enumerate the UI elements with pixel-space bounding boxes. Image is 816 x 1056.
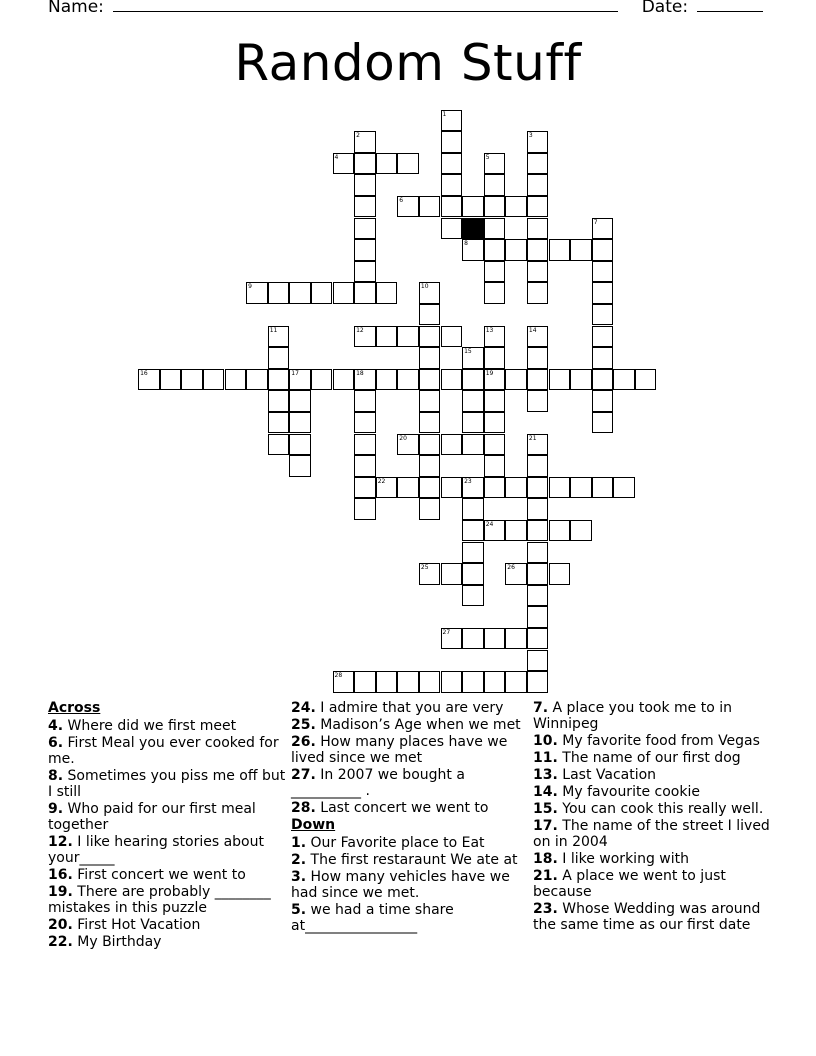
clue-text: How many places have we lived since we met: [291, 734, 508, 766]
crossword-cell[interactable]: [505, 369, 527, 391]
crossword-cell[interactable]: [354, 434, 376, 456]
crossword-cell[interactable]: [462, 585, 484, 607]
clue-item: [48, 884, 286, 916]
clue-item: [291, 835, 529, 851]
crossword-cell[interactable]: [527, 520, 549, 542]
crossword-cell[interactable]: [354, 369, 376, 391]
clue-number: 20.: [48, 917, 73, 933]
crossword-cell[interactable]: [419, 390, 441, 412]
crossword-cell[interactable]: [505, 477, 527, 499]
crossword-cell[interactable]: [311, 282, 333, 304]
clue-number: 2.: [291, 852, 307, 868]
clue-item: [533, 868, 771, 900]
crossword-cell[interactable]: [333, 671, 355, 693]
clue-number: 28: [334, 672, 343, 680]
clue-item: [533, 700, 771, 732]
crossword-cell[interactable]: [181, 369, 203, 391]
crossword-cell[interactable]: [462, 412, 484, 434]
crossword-cell[interactable]: [527, 218, 549, 240]
crossword-cell[interactable]: [484, 477, 506, 499]
crossword-cell[interactable]: [376, 369, 398, 391]
crossword-cell[interactable]: [354, 196, 376, 218]
crossword-cell[interactable]: [354, 153, 376, 175]
crossword-cell[interactable]: [549, 477, 571, 499]
crossword-cell[interactable]: [419, 455, 441, 477]
crossword-cell[interactable]: [484, 218, 506, 240]
clue-text: Our Favorite place to Eat: [310, 835, 485, 851]
crossword-cell[interactable]: [592, 477, 614, 499]
crossword-cell[interactable]: [397, 477, 419, 499]
crossword-cell[interactable]: [419, 434, 441, 456]
crossword-cell[interactable]: [592, 369, 614, 391]
clue-number: 23: [464, 477, 472, 485]
crossword-cell[interactable]: [289, 434, 311, 456]
clue-text: A place you took me to in Winnipeg: [533, 700, 732, 732]
clue-item: [533, 801, 771, 817]
crossword-cell[interactable]: [225, 369, 247, 391]
crossword-cell[interactable]: [527, 671, 549, 693]
crossword-cell[interactable]: [484, 628, 506, 650]
crossword-cell[interactable]: [462, 477, 484, 499]
clue-item: [48, 768, 286, 800]
clue-number: 8: [464, 240, 468, 248]
clue-item: [48, 834, 286, 866]
crossword-cell[interactable]: [441, 477, 463, 499]
clue-number: 11: [269, 326, 278, 334]
crossword-cell[interactable]: [527, 239, 549, 261]
crossword-cell[interactable]: [549, 369, 571, 391]
clue-item: [533, 733, 771, 749]
clue-item: [291, 700, 529, 716]
crossword-cell[interactable]: [397, 153, 419, 175]
clue-text: There are probably ________ mistakes in this puzzle: [48, 884, 271, 916]
clue-item: [291, 717, 529, 733]
clue-number: 6.: [48, 735, 64, 751]
crossword-cell[interactable]: [484, 434, 506, 456]
clue-number: 22.: [48, 934, 73, 950]
clue-text: Sometimes you piss me off but I still: [48, 768, 286, 800]
crossword-cell[interactable]: [462, 498, 484, 520]
crossword-cell[interactable]: [441, 369, 463, 391]
crossword-cell[interactable]: [354, 477, 376, 499]
clue-text: Whose Wedding was around the same time as our first date: [533, 901, 761, 933]
crossword-cell[interactable]: [527, 369, 549, 391]
crossword-cell[interactable]: [311, 369, 333, 391]
crossword-cell[interactable]: [484, 671, 506, 693]
crossword-cell[interactable]: [289, 412, 311, 434]
crossword-cell[interactable]: [397, 369, 419, 391]
clue-number: 10.: [533, 733, 558, 749]
clue-number: 17: [291, 369, 299, 377]
clue-text: In 2007 we bought a __________ .: [291, 767, 465, 799]
clue-number: 28.: [291, 800, 316, 816]
crossword-cell[interactable]: [592, 347, 614, 369]
clue-number: 16: [140, 369, 148, 377]
crossword-cell[interactable]: [527, 628, 549, 650]
clue-number: 23.: [533, 901, 558, 917]
clue-number: 26.: [291, 734, 316, 750]
crossword-cell[interactable]: [268, 282, 290, 304]
clue-text: First Meal you ever cooked for me.: [48, 735, 279, 767]
crossword-cell[interactable]: [505, 196, 527, 218]
crossword-cell[interactable]: [246, 369, 268, 391]
crossword-cell[interactable]: [354, 455, 376, 477]
crossword-cell[interactable]: [484, 347, 506, 369]
crossword-cell[interactable]: [592, 261, 614, 283]
clue-number: 8.: [48, 768, 64, 784]
crossword-cell[interactable]: [462, 390, 484, 412]
crossword-cell[interactable]: [441, 326, 463, 348]
clue-text: You can cook this really well.: [562, 801, 764, 817]
clue-number: 15.: [533, 801, 558, 817]
crossword-cell[interactable]: [462, 196, 484, 218]
clue-text: The name of our first dog: [562, 750, 741, 766]
crossword-cell[interactable]: [289, 455, 311, 477]
clue-number: 27: [442, 628, 451, 636]
crossword-cell[interactable]: [441, 110, 463, 132]
crossword-cell[interactable]: [462, 628, 484, 650]
clue-item: [533, 818, 771, 850]
clue-number: 1: [442, 110, 447, 118]
clues-column-1: [48, 700, 286, 951]
crossword-cell[interactable]: [484, 369, 506, 391]
clue-item: [48, 801, 286, 833]
black-square: [462, 218, 484, 240]
crossword-cell[interactable]: [354, 261, 376, 283]
crossword-cell[interactable]: [419, 498, 441, 520]
crossword-cell[interactable]: [354, 671, 376, 693]
crossword-cell[interactable]: [570, 520, 592, 542]
crossword-cell[interactable]: [441, 628, 463, 650]
crossword-cell[interactable]: [354, 131, 376, 153]
clue-text: Last Vacation: [562, 767, 657, 783]
clue-text: we had a time share at________________: [291, 902, 454, 934]
crossword-cell[interactable]: [397, 196, 419, 218]
crossword-cell[interactable]: [419, 477, 441, 499]
crossword-cell[interactable]: [462, 563, 484, 585]
clue-number: 27.: [291, 767, 316, 783]
clue-number: 14: [528, 326, 537, 334]
clue-number: 3: [528, 132, 533, 140]
clue-item: [533, 750, 771, 766]
clue-number: 25.: [291, 717, 316, 733]
crossword-cell[interactable]: [549, 520, 571, 542]
crossword-cell[interactable]: [635, 369, 657, 391]
crossword-cell[interactable]: [354, 239, 376, 261]
crossword-cell[interactable]: [462, 369, 484, 391]
crossword-cell[interactable]: [570, 477, 592, 499]
clue-number: 15: [464, 348, 472, 356]
crossword-cell[interactable]: [462, 347, 484, 369]
clue-text: My favourite cookie: [562, 784, 700, 800]
clue-text: Last concert we went to: [320, 800, 489, 816]
crossword-cell[interactable]: [592, 390, 614, 412]
clue-text: I like working with: [562, 851, 689, 867]
clue-number: 19.: [48, 884, 73, 900]
crossword-cell[interactable]: [333, 153, 355, 175]
crossword-cell[interactable]: [484, 282, 506, 304]
crossword-cell[interactable]: [592, 218, 614, 240]
crossword-cell[interactable]: [419, 563, 441, 585]
clue-number: 2: [356, 132, 360, 140]
crossword-cell[interactable]: [462, 671, 484, 693]
crossword-cell[interactable]: [484, 412, 506, 434]
crossword-cell[interactable]: [419, 347, 441, 369]
clue-number: 24: [485, 520, 494, 528]
crossword-cell[interactable]: [376, 153, 398, 175]
crossword-cell[interactable]: [505, 520, 527, 542]
crossword-cell[interactable]: [527, 326, 549, 348]
clue-number: 5: [485, 153, 490, 161]
name-label: Name:: [48, 0, 104, 17]
crossword-cell[interactable]: [484, 261, 506, 283]
crossword-cell[interactable]: [268, 347, 290, 369]
crossword-cell[interactable]: [527, 390, 549, 412]
crossword-cell[interactable]: [268, 412, 290, 434]
clue-text: The name of the street I lived on in 2004: [533, 818, 770, 850]
clues-column-3: [533, 700, 771, 934]
clue-text: First concert we went to: [77, 867, 246, 883]
crossword-cell[interactable]: [419, 412, 441, 434]
crossword-cell[interactable]: [592, 326, 614, 348]
crossword-cell[interactable]: [527, 477, 549, 499]
crossword-cell[interactable]: [462, 520, 484, 542]
crossword-cell[interactable]: [376, 671, 398, 693]
crossword-cell[interactable]: [333, 282, 355, 304]
crossword-cell[interactable]: [592, 412, 614, 434]
crossword-cell[interactable]: [484, 390, 506, 412]
crossword-cell[interactable]: [419, 282, 441, 304]
crossword-cell[interactable]: [441, 196, 463, 218]
crossword-cell[interactable]: [354, 390, 376, 412]
crossword-cell[interactable]: [441, 671, 463, 693]
worksheet-header: [48, 0, 763, 17]
across-heading: Across: [48, 700, 101, 716]
crossword-cell[interactable]: [160, 369, 182, 391]
crossword-cell[interactable]: [354, 218, 376, 240]
clue-number: 16.: [48, 867, 73, 883]
crossword-cell[interactable]: [484, 455, 506, 477]
clue-number: 13.: [533, 767, 558, 783]
crossword-cell[interactable]: [354, 498, 376, 520]
clue-number: 17.: [533, 818, 558, 834]
clues-column-2: [291, 700, 529, 935]
clue-number: 20: [399, 434, 407, 442]
crossword-cell[interactable]: [419, 304, 441, 326]
clue-number: 6: [399, 196, 404, 204]
clue-number: 9: [248, 283, 252, 291]
crossword-cell[interactable]: [441, 218, 463, 240]
crossword-cell[interactable]: [527, 498, 549, 520]
crossword-cell[interactable]: [570, 369, 592, 391]
date-label: Date:: [641, 0, 689, 17]
clue-number: 9.: [48, 801, 64, 817]
crossword-cell[interactable]: [333, 369, 355, 391]
crossword-cell[interactable]: [527, 606, 549, 628]
crossword-cell[interactable]: [484, 174, 506, 196]
crossword-cell[interactable]: [527, 563, 549, 585]
clue-number: 21: [528, 434, 537, 442]
crossword-cell[interactable]: [462, 434, 484, 456]
crossword-cell[interactable]: [441, 131, 463, 153]
clue-number: 26: [507, 564, 515, 572]
crossword-cell[interactable]: [419, 196, 441, 218]
crossword-cell[interactable]: [527, 282, 549, 304]
crossword-cell[interactable]: [441, 174, 463, 196]
crossword-cell[interactable]: [354, 282, 376, 304]
clue-number: 11.: [533, 750, 558, 766]
crossword-cell[interactable]: [441, 434, 463, 456]
crossword-cell[interactable]: [462, 542, 484, 564]
clue-item: [291, 767, 529, 799]
clue-number: 18: [356, 369, 364, 377]
crossword-cell[interactable]: [484, 520, 506, 542]
clue-number: 25: [420, 564, 429, 572]
crossword-cell[interactable]: [376, 326, 398, 348]
crossword-cell[interactable]: [592, 304, 614, 326]
clue-number: 10: [420, 283, 429, 291]
crossword-cell[interactable]: [268, 434, 290, 456]
clue-text: How many vehicles have we had since we met.: [291, 869, 510, 901]
clue-number: 4: [334, 153, 339, 161]
down-heading: Down: [291, 817, 336, 833]
crossword-cell[interactable]: [268, 369, 290, 391]
crossword-cell[interactable]: [397, 326, 419, 348]
crossword-cell[interactable]: [592, 239, 614, 261]
clue-item: [48, 735, 286, 767]
clue-item: [291, 902, 529, 934]
crossword-cell[interactable]: [527, 131, 549, 153]
crossword-cell[interactable]: [138, 369, 160, 391]
clue-text: Madison’s Age when we met: [320, 717, 521, 733]
clue-text: My Birthday: [77, 934, 162, 950]
crossword-cell[interactable]: [441, 153, 463, 175]
crossword-cell[interactable]: [549, 563, 571, 585]
crossword-cell[interactable]: [505, 239, 527, 261]
clue-text: A place we went to just because: [533, 868, 726, 900]
crossword-cell[interactable]: [462, 239, 484, 261]
crossword-cell[interactable]: [354, 412, 376, 434]
crossword-cell[interactable]: [527, 261, 549, 283]
clue-item: [533, 784, 771, 800]
date-field[interactable]: [697, 0, 763, 12]
crossword-cell[interactable]: [203, 369, 225, 391]
crossword-cell[interactable]: [527, 455, 549, 477]
clue-item: [291, 800, 529, 816]
crossword-cell[interactable]: [484, 239, 506, 261]
clue-number: 24.: [291, 700, 316, 716]
crossword-cell[interactable]: [505, 563, 527, 585]
clue-item: [291, 734, 529, 766]
crossword-cell[interactable]: [613, 369, 635, 391]
crossword-cell[interactable]: [289, 390, 311, 412]
crossword-cell[interactable]: [527, 434, 549, 456]
clue-text: First Hot Vacation: [77, 917, 201, 933]
clue-text: My favorite food from Vegas: [562, 733, 760, 749]
crossword-cell[interactable]: [527, 174, 549, 196]
clue-number: 22: [377, 477, 386, 485]
clue-text: I like hearing stories about your_____: [48, 834, 264, 866]
clue-text: I admire that you are very: [320, 700, 504, 716]
clue-number: 7: [593, 218, 598, 226]
crossword-cell[interactable]: [505, 628, 527, 650]
crossword-cell[interactable]: [484, 196, 506, 218]
clue-item: [533, 901, 771, 933]
crossword-cell[interactable]: [592, 282, 614, 304]
crossword-cell[interactable]: [376, 282, 398, 304]
crossword-cell[interactable]: [505, 671, 527, 693]
clue-item: [533, 851, 771, 867]
crossword-cell[interactable]: [441, 563, 463, 585]
clue-number: 12.: [48, 834, 73, 850]
clue-item: [48, 917, 286, 933]
crossword-cell[interactable]: [613, 477, 635, 499]
clue-number: 21.: [533, 868, 558, 884]
clue-number: 3.: [291, 869, 307, 885]
crossword-cell[interactable]: [289, 369, 311, 391]
crossword-cell[interactable]: [397, 434, 419, 456]
clue-number: 1.: [291, 835, 307, 851]
clue-number: 4.: [48, 718, 64, 734]
clue-number: 18.: [533, 851, 558, 867]
crossword-cell[interactable]: [376, 477, 398, 499]
crossword-cell[interactable]: [397, 671, 419, 693]
clue-item: [48, 867, 286, 883]
name-field[interactable]: [113, 0, 618, 12]
clue-number: 12: [356, 326, 364, 334]
crossword-cell[interactable]: [484, 326, 506, 348]
crossword-cell[interactable]: [246, 282, 268, 304]
clue-item: [291, 869, 529, 901]
crossword-cell[interactable]: [527, 196, 549, 218]
crossword-cell[interactable]: [570, 239, 592, 261]
crossword-cell[interactable]: [527, 153, 549, 175]
crossword-cell[interactable]: [289, 282, 311, 304]
crossword-cell[interactable]: [419, 671, 441, 693]
crossword-cell[interactable]: [527, 347, 549, 369]
clue-number: 13: [485, 326, 494, 334]
crossword-cell[interactable]: [268, 390, 290, 412]
clue-number: 5.: [291, 902, 307, 918]
clue-item: [291, 852, 529, 868]
crossword-cell[interactable]: [268, 326, 290, 348]
puzzle-title: Random Stuff: [234, 34, 582, 92]
clue-number: 7.: [533, 700, 549, 716]
crossword-cell[interactable]: [354, 174, 376, 196]
crossword-cell[interactable]: [549, 239, 571, 261]
clue-number: 14.: [533, 784, 558, 800]
crossword-cell[interactable]: [527, 585, 549, 607]
crossword-cell[interactable]: [354, 326, 376, 348]
clue-item: [48, 718, 286, 734]
clue-number: 19: [485, 369, 494, 377]
crossword-cell[interactable]: [484, 153, 506, 175]
crossword-cell[interactable]: [527, 542, 549, 564]
clue-item: [533, 767, 771, 783]
clue-text: Who paid for our first meal together: [48, 801, 256, 833]
clue-item: [48, 934, 286, 950]
clue-text: Where did we first meet: [67, 718, 237, 734]
clue-text: The first restaraunt We ate at: [310, 852, 518, 868]
crossword-cell[interactable]: [419, 326, 441, 348]
crossword-cell[interactable]: [527, 650, 549, 672]
crossword-cell[interactable]: [419, 369, 441, 391]
